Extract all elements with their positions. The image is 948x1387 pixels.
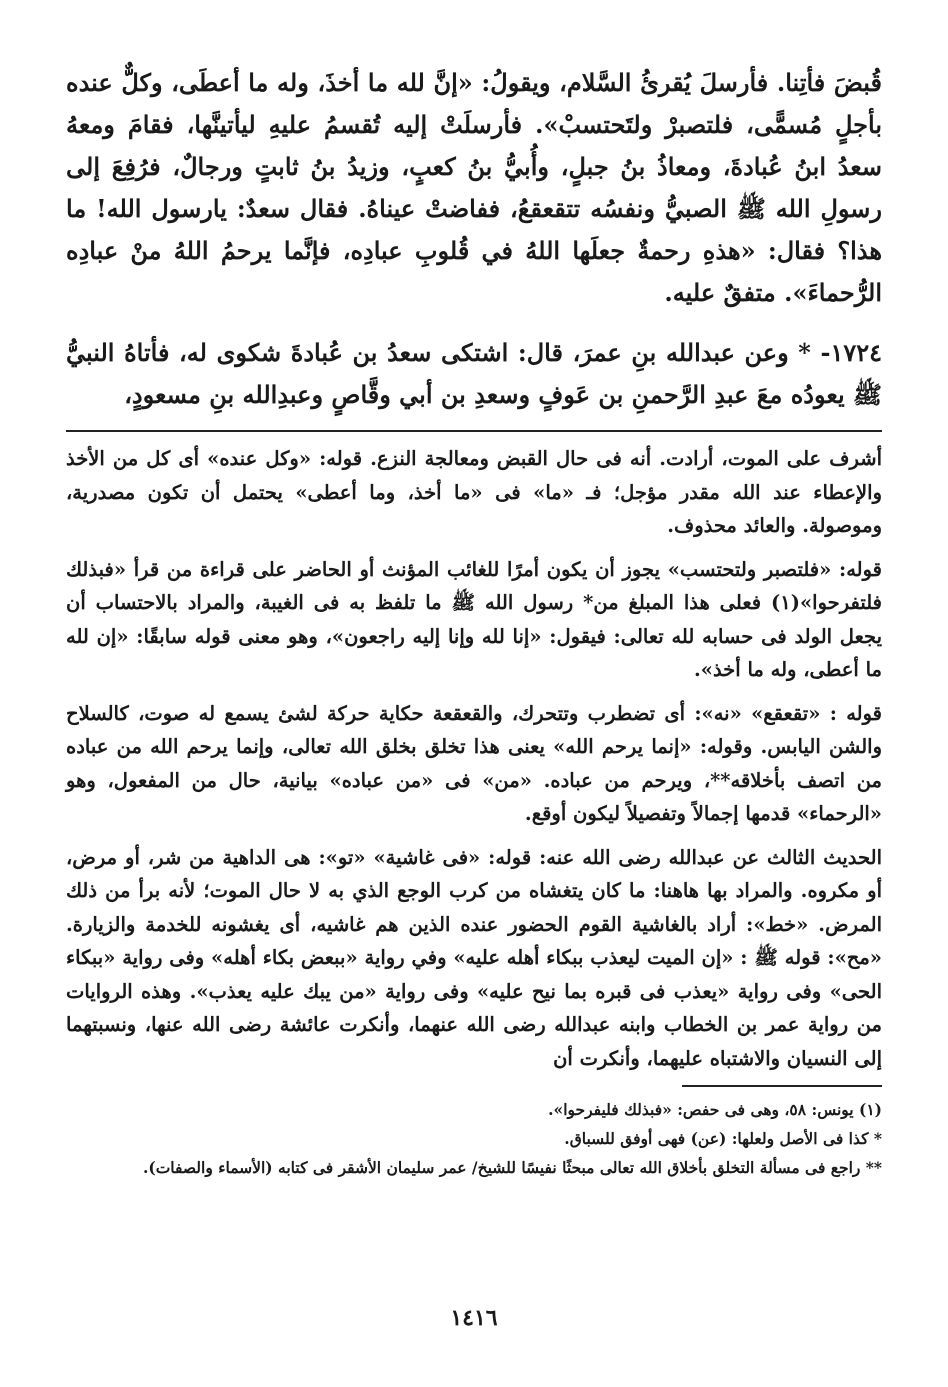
main-text-divider [66,430,882,432]
main-text [66,62,882,416]
commentary-paragraph-4: الحديث الثالث عن عبدالله رضى الله عنه: قوله: «فى غاشية» «تو»: هى الداهية من شر، أو مرض، أو مكروه. والمراد بها هاهنا: ما كان يتغشاه من كرب الوجع الذي به لا حال الموت؛ لأنه برأ من ذلك المرض. «خط»: أراد بالغاشية القوم الحضور عنده الذين هم غاشيه، أى يغشونه للخدمة والزيارة. «مح»: قوله ﷺ : «إن الميت ليعذب ببكاء أهله عليه» وفي رواية «ببعض بكاء أهله» وفى رواية «ببكاء الحى» وفى رواية «يعذب فى قبره بما نيح عليه» وفى رواية «من يبك عليه يعذب». وهذه الروايات من رواية عمر بن الخطاب وابنه عبدالله رضى الله عنهما، وأنكرت عائشة رضى الله عنها، ونسبتهما إلى النسيان والاشتباه عليهما، وأنكرت أن [66,845,882,1070]
footnote-1: (١) يونس: ٥٨، وهى فى حفص: «فبذلك فليفرحوا». [548,1100,882,1119]
commentary-paragraph-3: قوله : «تقعقع» «نه»: أى تضطرب وتتحرك، والقعقعة حكاية حركة لشئ يسمع له صوت، كالسلاح والشن اليابس. وقوله: «إنما يرحم الله» يعنى هذا تخلق بخلق الله تعالى، وإنما يرحم الله من عباده من اتصف بأخلاقه**، ويرحم من عباده. «من» فى «من عباده» بيانية، حال من المفعول، وهو «الرحماء» قدمها إجمالاً وتفصيلاً ليكون أوقع. [66,701,882,825]
page [66,62,882,1182]
main-paragraph-hadith-1724: ١٧٢٤- * وعن عبدالله بنِ عمرَ، قال: اشتكى سعدُ بن عُبادةَ شكوى له، فأتاهُ النبيُّ ﷺ يعودُه معَ عبدِ الرَّحمنِ بن عَوفٍ وسعدِ بن أبي وقَّاصٍ وعبدِالله بنِ مسعودٍ، [66,338,882,409]
commentary-paragraph-2: قوله: «فلتصبر ولتحتسب» يجوز أن يكون أمرًا للغائب المؤنث أو الحاضر على قراءة من قرأ «فبذلك فلتفرحوا»(١) فعلى هذا المبلغ من* رسول الله ﷺ ما تلفظ به فى الغيبة، والمراد بالاحتساب أن يجعل الولد فى حسابه لله تعالى: فيقول: «إنا لله وإنا إليه راجعون»، وهو معنى قوله سابقًا: «إن لله ما أعطى، وله ما أخذ». [66,557,882,681]
footnotes [66,1095,882,1182]
page-number: ١٤١٦ [450,1305,498,1331]
footnote-3: ** راجع فى مسألة التخلق بأخلاق الله تعالى مبحثًا نفيسًا للشيخ/ عمر سليمان الأشقر فى كتابه (الأسماء والصفات). [142,1158,882,1177]
main-paragraph-1: قُبضَ فأتِنا. فأرسلَ يُقرئُ السَّلام، ويقولُ: «إنَّ لله ما أخذَ، وله ما أعطَى، وكلٌّ عنده بأجلٍ مُسمًّى، فلتصبرْ ولتَحتسبْ». فأرسلَتْ إليه تُقسمُ عليهِ ليأتينَّها، فقامَ ومعهُ سعدُ ابنُ عُبادةَ، ومعاذُ بنُ جبلٍ، وأُبيُّ بنُ كعبٍ، وزيدُ بنُ ثابتٍ ورجالٌ، فرُفِعَ إلى رسولِ الله ﷺ الصبيُّ ونفسُه تتقعقعُ، ففاضتْ عيناهُ. فقال سعدٌ: يارسول الله! ما هذا؟ فقال: «هذهِ رحمةٌ جعلَها اللهُ في قُلوبِ عبادِه، فإنَّما يرحمُ اللهُ منْ عبادِه الرُّحماءَ». متفقٌ عليه. [66,68,882,307]
commentary [66,442,882,1075]
footnote-2: * كذا فى الأصل ولعلها: (عن) فهى أوفق للسباق. [564,1129,882,1148]
footnote-divider [682,1085,882,1087]
commentary-paragraph-1: أشرف على الموت، أرادت. أنه فى حال القبض ومعالجة النزع. قوله: «وكل عنده» أى كل من الأخذ والإعطاء عند الله مقدر مؤجل؛ فـ «ما» فى «ما أخذ، وما أعطى» يحتمل أن تكون مصدرية، وموصولة. والعائد محذوف. [66,447,882,537]
